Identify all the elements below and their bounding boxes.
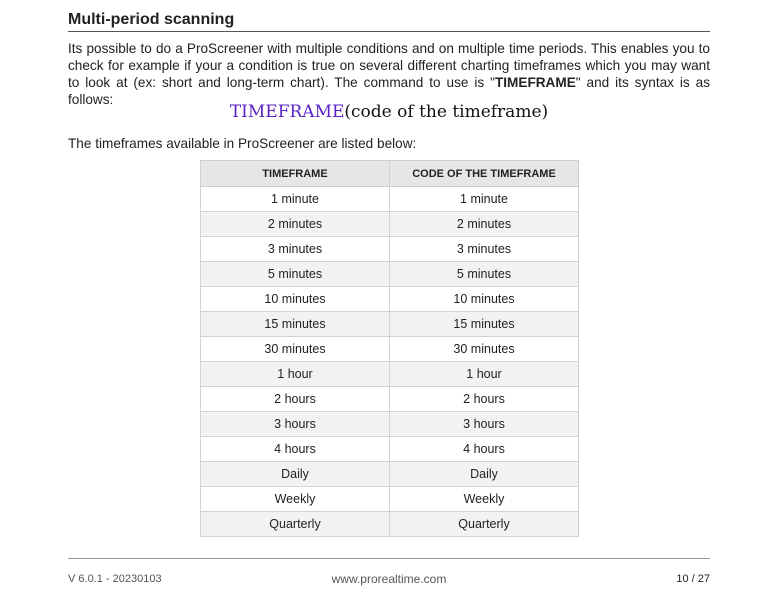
cell-code: 30 minutes	[390, 337, 579, 362]
syntax-example	[68, 101, 710, 123]
table-row	[201, 462, 579, 487]
cell-timeframe: Daily	[201, 462, 390, 487]
footer-page-number: 10 / 27	[676, 573, 710, 585]
cell-timeframe: 2 hours	[201, 387, 390, 412]
cell-timeframe: 5 minutes	[201, 262, 390, 287]
header-code: CODE OF THE TIMEFRAME	[390, 161, 579, 187]
table-row	[201, 312, 579, 337]
footer-version: V 6.0.1 - 20230103	[68, 573, 162, 585]
cell-timeframe: 1 hour	[201, 362, 390, 387]
cell-code: 2 minutes	[390, 212, 579, 237]
table-row	[201, 237, 579, 262]
cell-timeframe: 10 minutes	[201, 287, 390, 312]
cell-code: 3 minutes	[390, 237, 579, 262]
table-row	[201, 512, 579, 537]
cell-timeframe: Weekly	[201, 487, 390, 512]
cell-code: 3 hours	[390, 412, 579, 437]
cell-code: Daily	[390, 462, 579, 487]
cell-code: 1 minute	[390, 187, 579, 212]
table-row	[201, 487, 579, 512]
cell-timeframe: 15 minutes	[201, 312, 390, 337]
footer-site: www.prorealtime.com	[331, 572, 447, 586]
cell-code: 15 minutes	[390, 312, 579, 337]
cell-timeframe: 3 minutes	[201, 237, 390, 262]
table-row	[201, 337, 579, 362]
table-row	[201, 362, 579, 387]
cell-code: Weekly	[390, 487, 579, 512]
intro-text-before: Its possible to do a ProScreener with multiple conditions and on multiple time periods. This enables you to check for example if your a condition is true on several different charting timeframes which you may want to look at (ex: short and long-term chart). The command to use is "	[68, 41, 710, 90]
cell-timeframe: 2 minutes	[201, 212, 390, 237]
table-row	[201, 287, 579, 312]
table-row	[201, 262, 579, 287]
syntax-keyword: TIMEFRAME	[229, 102, 345, 122]
table-row	[201, 187, 579, 212]
cell-code: 2 hours	[390, 387, 579, 412]
intro-command: TIMEFRAME	[494, 75, 576, 90]
cell-timeframe: Quarterly	[201, 512, 390, 537]
table-row	[201, 437, 579, 462]
table-row	[201, 387, 579, 412]
cell-code: 5 minutes	[390, 262, 579, 287]
timeframes-table	[200, 160, 579, 537]
table-row	[201, 412, 579, 437]
intro-paragraph	[68, 40, 710, 108]
cell-code: 4 hours	[390, 437, 579, 462]
footer-divider	[68, 558, 710, 559]
cell-timeframe: 30 minutes	[201, 337, 390, 362]
intro-text-after: " and its syntax is as follows:	[68, 75, 710, 107]
cell-code: Quarterly	[390, 512, 579, 537]
list-intro: The timeframes available in ProScreener are listed below:	[68, 136, 417, 151]
header-timeframe: TIMEFRAME	[201, 161, 390, 187]
table-row	[201, 212, 579, 237]
table-header-row	[201, 161, 579, 187]
cell-code: 1 hour	[390, 362, 579, 387]
cell-code: 10 minutes	[390, 287, 579, 312]
cell-timeframe: 1 minute	[201, 187, 390, 212]
syntax-args: (code of the timeframe)	[344, 102, 549, 122]
timeframes-table-body	[201, 187, 579, 537]
cell-timeframe: 3 hours	[201, 412, 390, 437]
cell-timeframe: 4 hours	[201, 437, 390, 462]
section-title: Multi-period scanning	[68, 10, 710, 32]
